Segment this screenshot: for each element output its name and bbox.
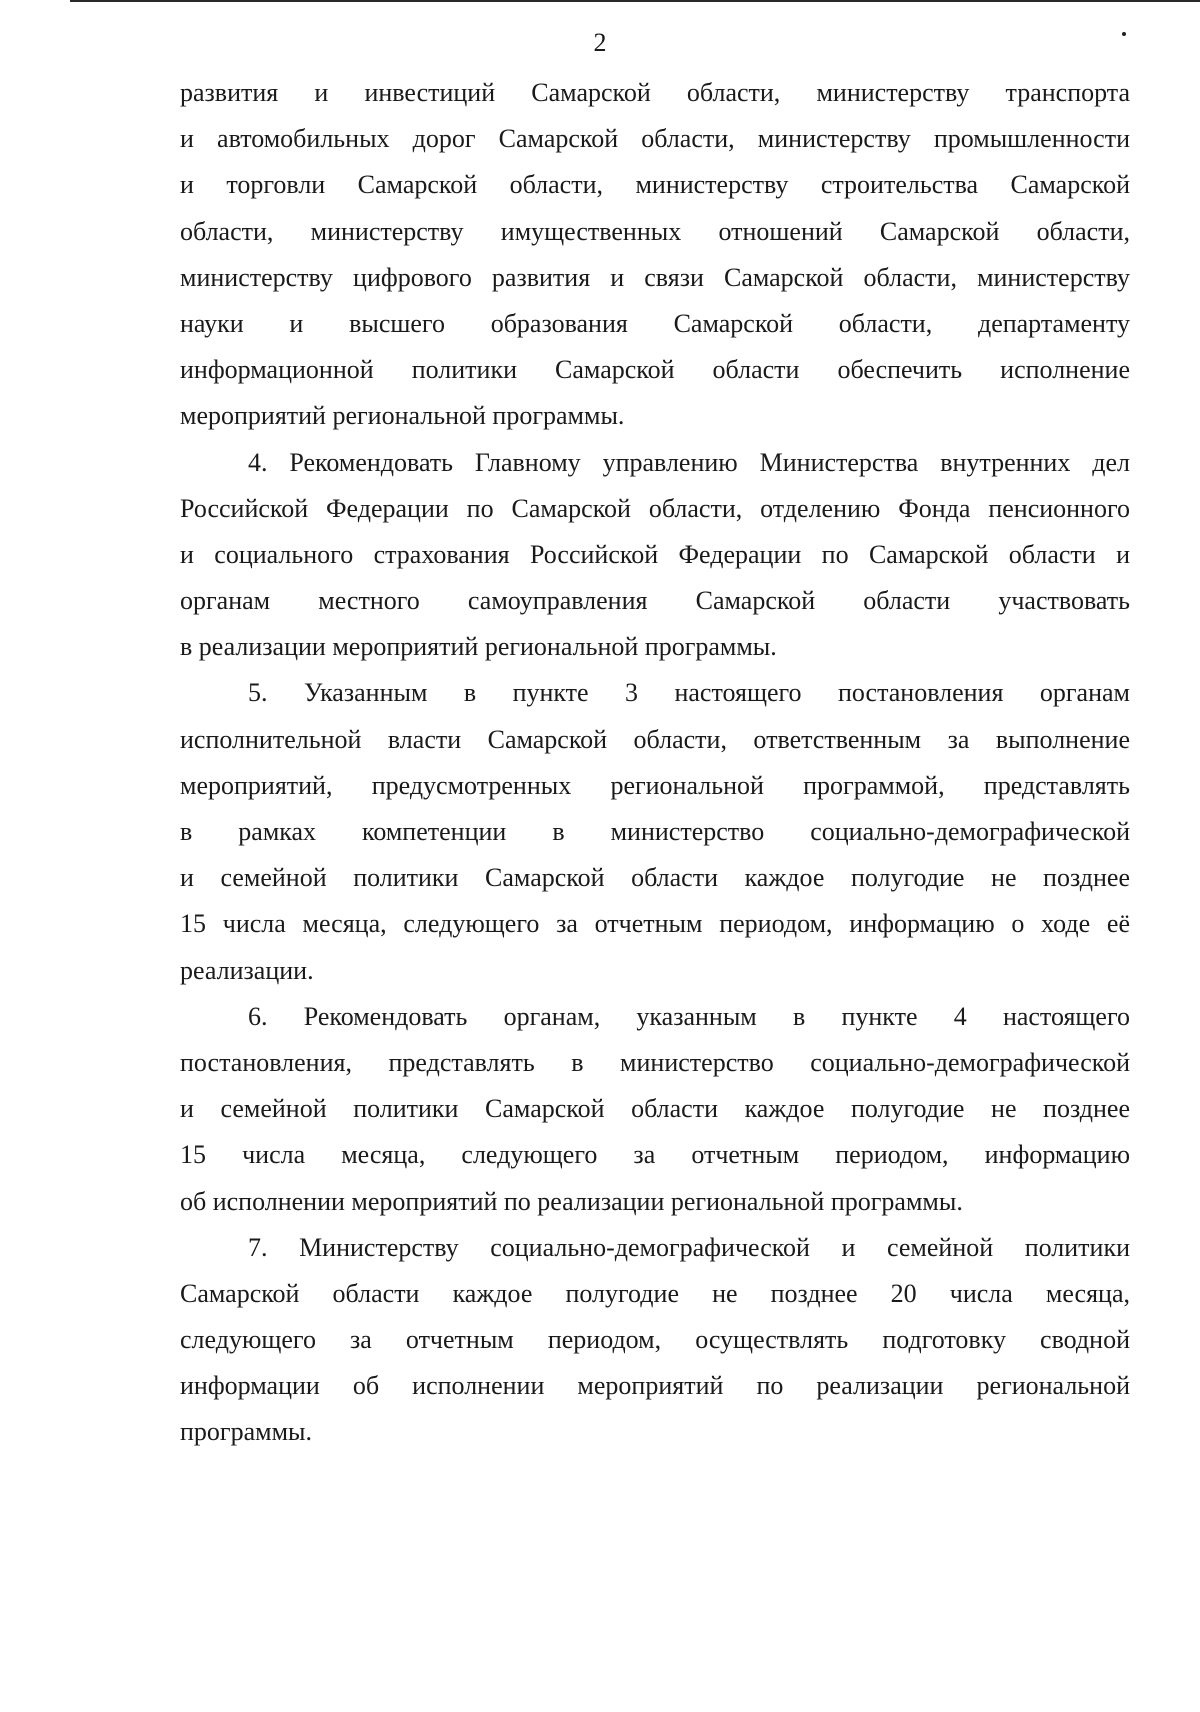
text-line: 5. Указанным в пункте 3 настоящего постановления органам: [248, 678, 1130, 708]
text-line: и торговли Самарской области, министерству строительства Самарской: [180, 170, 1130, 200]
text-line: области, министерству имущественных отношений Самарской области,: [180, 216, 1130, 246]
text-line: об исполнении мероприятий по реализации региональной программы.: [180, 1186, 963, 1216]
text-line: информации об исполнении мероприятий по реализации региональной: [180, 1371, 1130, 1401]
text-line: 7. Министерству социально-демографической и семейной политики: [248, 1232, 1130, 1262]
text-line: информационной политики Самарской области обеспечить исполнение: [180, 355, 1130, 385]
text-line: министерству цифрового развития и связи Самарской области, министерству: [180, 262, 1130, 292]
top-border-line: [70, 0, 1200, 2]
text-line: Российской Федерации по Самарской области, отделению Фонда пенсионного: [180, 493, 1130, 523]
text-line: мероприятий региональной программы.: [180, 401, 625, 431]
text-line: и социального страхования Российской Федерации по Самарской области и: [180, 539, 1130, 569]
text-line: реализации.: [180, 955, 314, 985]
scan-speck: [1122, 32, 1126, 36]
text-line: мероприятий, предусмотренных региональной программой, представлять: [180, 770, 1130, 800]
text-line: в реализации мероприятий региональной программы.: [180, 632, 777, 662]
paragraph-item-5: [180, 670, 1130, 993]
text-line: 4. Рекомендовать Главному управлению Министерства внутренних дел: [248, 447, 1130, 477]
text-line: развития и инвестиций Самарской области, министерству транспорта: [180, 78, 1130, 107]
text-line: 15 числа месяца, следующего за отчетным периодом, информацию: [180, 1140, 1130, 1170]
text-line: Самарской области каждое полугодие не позднее 20 числа месяца,: [180, 1278, 1130, 1308]
text-line: 6. Рекомендовать органам, указанным в пункте 4 настоящего: [248, 1001, 1130, 1031]
text-line: и семейной политики Самарской области каждое полугодие не позднее: [180, 863, 1130, 893]
text-line: и автомобильных дорог Самарской области, министерству промышленности: [180, 124, 1130, 154]
text-line: 15 числа месяца, следующего за отчетным периодом, информацию о ходе её: [180, 909, 1130, 939]
paragraph-item-4: [180, 440, 1130, 671]
text-line: исполнительной власти Самарской области, ответственным за выполнение: [180, 724, 1130, 754]
paragraph-item-6: [180, 994, 1130, 1225]
paragraph-item-7: [180, 1225, 1130, 1456]
paragraph-continuation: [180, 70, 1130, 440]
text-line: программы.: [180, 1417, 312, 1447]
text-line: следующего за отчетным периодом, осуществлять подготовку сводной: [180, 1325, 1130, 1355]
document-body: [180, 70, 1130, 1456]
page-number: 2: [593, 28, 607, 57]
text-line: постановления, представлять в министерство социально-демографической: [180, 1047, 1130, 1077]
text-line: науки и высшего образования Самарской области, департаменту: [180, 308, 1130, 338]
text-line: органам местного самоуправления Самарской области участвовать: [180, 586, 1130, 616]
text-line: в рамках компетенции в министерство социально-демографической: [180, 817, 1130, 846]
text-line: и семейной политики Самарской области каждое полугодие не позднее: [180, 1094, 1130, 1124]
